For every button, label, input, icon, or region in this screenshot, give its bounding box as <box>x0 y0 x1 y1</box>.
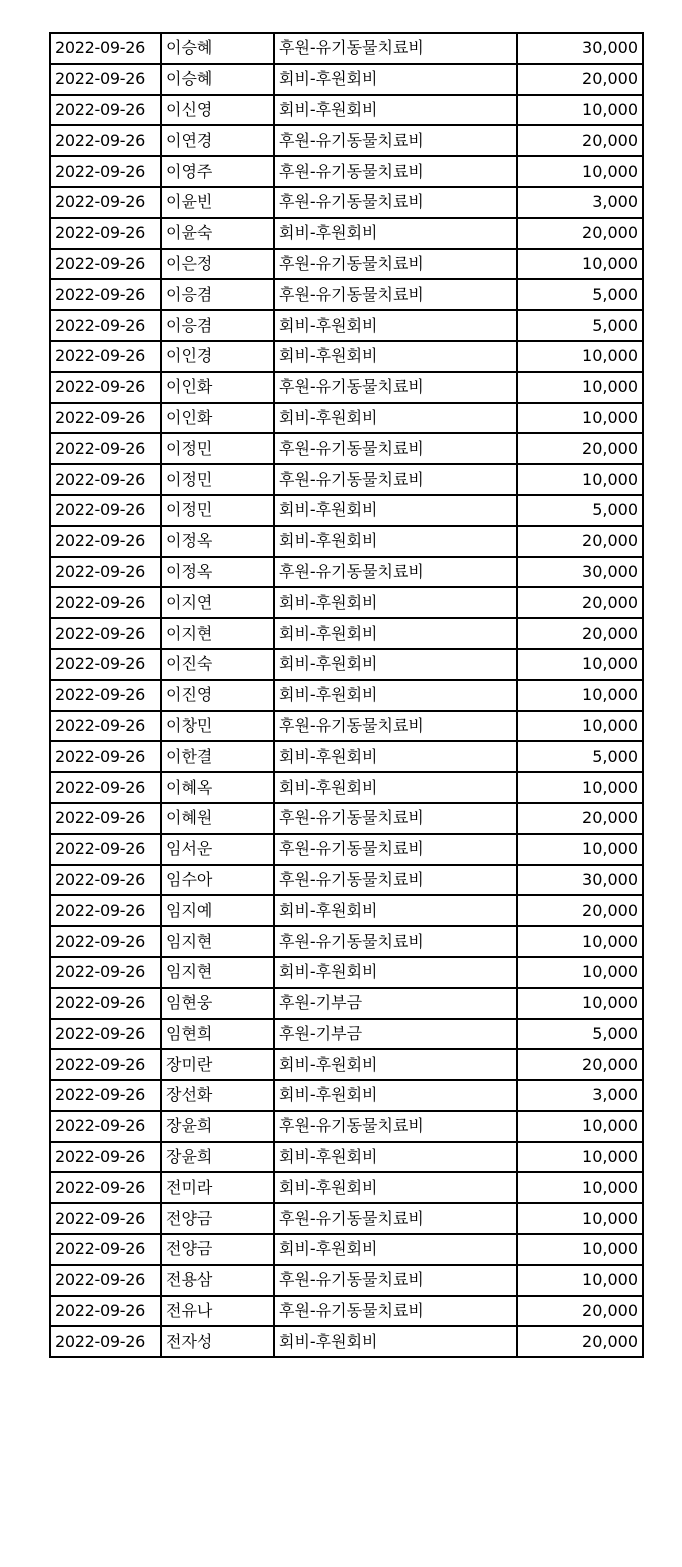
date-cell: 2022-09-26 <box>50 495 161 526</box>
amount-cell: 10,000 <box>517 957 643 988</box>
category-cell: 회비-후원회비 <box>274 587 517 618</box>
amount-cell: 20,000 <box>517 587 643 618</box>
donor-name-cell: 이신영 <box>161 95 274 126</box>
donor-name-cell: 이정민 <box>161 495 274 526</box>
amount-cell: 10,000 <box>517 95 643 126</box>
date-cell: 2022-09-26 <box>50 1234 161 1265</box>
table-row <box>50 1080 643 1111</box>
table-row <box>50 526 643 557</box>
table-row <box>50 372 643 403</box>
category-cell: 회비-후원회비 <box>274 341 517 372</box>
category-cell: 회비-후원회비 <box>274 95 517 126</box>
donor-name-cell: 장윤희 <box>161 1111 274 1142</box>
donor-name-cell: 임서운 <box>161 834 274 865</box>
date-cell: 2022-09-26 <box>50 1296 161 1327</box>
amount-cell: 10,000 <box>517 464 643 495</box>
donor-name-cell: 이지현 <box>161 618 274 649</box>
date-cell: 2022-09-26 <box>50 526 161 557</box>
category-cell: 후원-유기동물치료비 <box>274 1203 517 1234</box>
ledger-body <box>50 33 643 1357</box>
date-cell: 2022-09-26 <box>50 1111 161 1142</box>
date-cell: 2022-09-26 <box>50 1142 161 1173</box>
donor-name-cell: 전용삼 <box>161 1265 274 1296</box>
donor-name-cell: 이승혜 <box>161 33 274 64</box>
table-row <box>50 33 643 64</box>
table-row <box>50 895 643 926</box>
table-row <box>50 741 643 772</box>
date-cell: 2022-09-26 <box>50 1203 161 1234</box>
donor-name-cell: 임지예 <box>161 895 274 926</box>
category-cell: 회비-후원회비 <box>274 64 517 95</box>
donor-name-cell: 임지현 <box>161 957 274 988</box>
amount-cell: 10,000 <box>517 1142 643 1173</box>
date-cell: 2022-09-26 <box>50 95 161 126</box>
date-cell: 2022-09-26 <box>50 187 161 218</box>
category-cell: 후원-기부금 <box>274 1019 517 1050</box>
amount-cell: 20,000 <box>517 218 643 249</box>
amount-cell: 10,000 <box>517 1172 643 1203</box>
date-cell: 2022-09-26 <box>50 926 161 957</box>
table-row <box>50 680 643 711</box>
donor-name-cell: 이혜옥 <box>161 772 274 803</box>
date-cell: 2022-09-26 <box>50 33 161 64</box>
category-cell: 회비-후원회비 <box>274 680 517 711</box>
amount-cell: 10,000 <box>517 249 643 280</box>
donor-name-cell: 전양금 <box>161 1203 274 1234</box>
date-cell: 2022-09-26 <box>50 895 161 926</box>
date-cell: 2022-09-26 <box>50 803 161 834</box>
table-row <box>50 1203 643 1234</box>
table-row <box>50 433 643 464</box>
date-cell: 2022-09-26 <box>50 618 161 649</box>
category-cell: 회비-후원회비 <box>274 526 517 557</box>
donor-name-cell: 이은정 <box>161 249 274 280</box>
table-row <box>50 341 643 372</box>
category-cell: 회비-후원회비 <box>274 618 517 649</box>
donor-name-cell: 이윤빈 <box>161 187 274 218</box>
category-cell: 후원-유기동물치료비 <box>274 125 517 156</box>
donor-name-cell: 이윤숙 <box>161 218 274 249</box>
amount-cell: 10,000 <box>517 680 643 711</box>
table-row <box>50 218 643 249</box>
category-cell: 회비-후원회비 <box>274 1142 517 1173</box>
category-cell: 회비-후원회비 <box>274 1080 517 1111</box>
donor-name-cell: 이지연 <box>161 587 274 618</box>
date-cell: 2022-09-26 <box>50 1019 161 1050</box>
table-row <box>50 125 643 156</box>
amount-cell: 10,000 <box>517 926 643 957</box>
donor-name-cell: 이창민 <box>161 711 274 742</box>
category-cell: 후원-유기동물치료비 <box>274 865 517 896</box>
amount-cell: 10,000 <box>517 1111 643 1142</box>
date-cell: 2022-09-26 <box>50 156 161 187</box>
donor-name-cell: 장선화 <box>161 1080 274 1111</box>
category-cell: 후원-유기동물치료비 <box>274 803 517 834</box>
date-cell: 2022-09-26 <box>50 341 161 372</box>
category-cell: 후원-유기동물치료비 <box>274 156 517 187</box>
donor-name-cell: 이응겸 <box>161 279 274 310</box>
amount-cell: 20,000 <box>517 803 643 834</box>
donor-name-cell: 전양금 <box>161 1234 274 1265</box>
category-cell: 회비-후원회비 <box>274 741 517 772</box>
table-row <box>50 64 643 95</box>
table-row <box>50 988 643 1019</box>
date-cell: 2022-09-26 <box>50 1080 161 1111</box>
table-row <box>50 1142 643 1173</box>
date-cell: 2022-09-26 <box>50 1172 161 1203</box>
amount-cell: 20,000 <box>517 1296 643 1327</box>
category-cell: 회비-후원회비 <box>274 218 517 249</box>
date-cell: 2022-09-26 <box>50 587 161 618</box>
amount-cell: 10,000 <box>517 403 643 434</box>
date-cell: 2022-09-26 <box>50 218 161 249</box>
amount-cell: 30,000 <box>517 865 643 896</box>
table-row <box>50 711 643 742</box>
donor-name-cell: 이승혜 <box>161 64 274 95</box>
donor-name-cell: 이진숙 <box>161 649 274 680</box>
date-cell: 2022-09-26 <box>50 310 161 341</box>
date-cell: 2022-09-26 <box>50 464 161 495</box>
category-cell: 후원-유기동물치료비 <box>274 464 517 495</box>
category-cell: 회비-후원회비 <box>274 772 517 803</box>
table-row <box>50 834 643 865</box>
table-row <box>50 1296 643 1327</box>
donation-ledger-table <box>49 32 644 1358</box>
donor-name-cell: 이정옥 <box>161 557 274 588</box>
category-cell: 후원-유기동물치료비 <box>274 1111 517 1142</box>
amount-cell: 5,000 <box>517 279 643 310</box>
table-row <box>50 649 643 680</box>
table-row <box>50 926 643 957</box>
date-cell: 2022-09-26 <box>50 834 161 865</box>
amount-cell: 5,000 <box>517 741 643 772</box>
amount-cell: 10,000 <box>517 156 643 187</box>
amount-cell: 10,000 <box>517 341 643 372</box>
category-cell: 회비-후원회비 <box>274 895 517 926</box>
date-cell: 2022-09-26 <box>50 865 161 896</box>
category-cell: 회비-후원회비 <box>274 495 517 526</box>
amount-cell: 20,000 <box>517 895 643 926</box>
date-cell: 2022-09-26 <box>50 741 161 772</box>
date-cell: 2022-09-26 <box>50 125 161 156</box>
donor-name-cell: 임수아 <box>161 865 274 896</box>
category-cell: 후원-유기동물치료비 <box>274 33 517 64</box>
category-cell: 후원-유기동물치료비 <box>274 372 517 403</box>
amount-cell: 5,000 <box>517 495 643 526</box>
donor-name-cell: 임지현 <box>161 926 274 957</box>
table-row <box>50 495 643 526</box>
table-row <box>50 618 643 649</box>
donor-name-cell: 전미라 <box>161 1172 274 1203</box>
date-cell: 2022-09-26 <box>50 988 161 1019</box>
category-cell: 회비-후원회비 <box>274 1172 517 1203</box>
amount-cell: 10,000 <box>517 834 643 865</box>
amount-cell: 10,000 <box>517 1203 643 1234</box>
table-row <box>50 1265 643 1296</box>
amount-cell: 20,000 <box>517 1326 643 1357</box>
table-row <box>50 279 643 310</box>
table-row <box>50 249 643 280</box>
date-cell: 2022-09-26 <box>50 1049 161 1080</box>
donor-name-cell: 이한결 <box>161 741 274 772</box>
date-cell: 2022-09-26 <box>50 64 161 95</box>
table-row <box>50 156 643 187</box>
amount-cell: 10,000 <box>517 1234 643 1265</box>
date-cell: 2022-09-26 <box>50 403 161 434</box>
table-row <box>50 587 643 618</box>
category-cell: 회비-후원회비 <box>274 310 517 341</box>
date-cell: 2022-09-26 <box>50 772 161 803</box>
category-cell: 후원-유기동물치료비 <box>274 926 517 957</box>
table-row <box>50 1049 643 1080</box>
date-cell: 2022-09-26 <box>50 557 161 588</box>
category-cell: 후원-유기동물치료비 <box>274 711 517 742</box>
date-cell: 2022-09-26 <box>50 279 161 310</box>
date-cell: 2022-09-26 <box>50 249 161 280</box>
category-cell: 회비-후원회비 <box>274 1234 517 1265</box>
date-cell: 2022-09-26 <box>50 649 161 680</box>
table-row <box>50 1172 643 1203</box>
donor-name-cell: 이정민 <box>161 464 274 495</box>
donor-name-cell: 이정옥 <box>161 526 274 557</box>
donor-name-cell: 전유나 <box>161 1296 274 1327</box>
amount-cell: 5,000 <box>517 1019 643 1050</box>
category-cell: 회비-후원회비 <box>274 403 517 434</box>
donor-name-cell: 이정민 <box>161 433 274 464</box>
category-cell: 회비-후원회비 <box>274 957 517 988</box>
amount-cell: 10,000 <box>517 1265 643 1296</box>
donor-name-cell: 이인경 <box>161 341 274 372</box>
table-row <box>50 464 643 495</box>
amount-cell: 3,000 <box>517 1080 643 1111</box>
table-row <box>50 865 643 896</box>
category-cell: 후원-유기동물치료비 <box>274 834 517 865</box>
category-cell: 후원-유기동물치료비 <box>274 279 517 310</box>
table-row <box>50 803 643 834</box>
donor-name-cell: 임현희 <box>161 1019 274 1050</box>
amount-cell: 20,000 <box>517 526 643 557</box>
amount-cell: 20,000 <box>517 1049 643 1080</box>
category-cell: 회비-후원회비 <box>274 1049 517 1080</box>
table-row <box>50 310 643 341</box>
date-cell: 2022-09-26 <box>50 957 161 988</box>
amount-cell: 20,000 <box>517 64 643 95</box>
table-row <box>50 1234 643 1265</box>
amount-cell: 20,000 <box>517 618 643 649</box>
donor-name-cell: 장윤희 <box>161 1142 274 1173</box>
amount-cell: 5,000 <box>517 310 643 341</box>
date-cell: 2022-09-26 <box>50 433 161 464</box>
donor-name-cell: 이진영 <box>161 680 274 711</box>
category-cell: 후원-유기동물치료비 <box>274 187 517 218</box>
amount-cell: 20,000 <box>517 433 643 464</box>
category-cell: 후원-유기동물치료비 <box>274 1296 517 1327</box>
amount-cell: 3,000 <box>517 187 643 218</box>
date-cell: 2022-09-26 <box>50 372 161 403</box>
table-row <box>50 772 643 803</box>
donor-name-cell: 이연경 <box>161 125 274 156</box>
date-cell: 2022-09-26 <box>50 1265 161 1296</box>
table-row <box>50 95 643 126</box>
donor-name-cell: 이영주 <box>161 156 274 187</box>
table-row <box>50 403 643 434</box>
table-row <box>50 957 643 988</box>
date-cell: 2022-09-26 <box>50 711 161 742</box>
category-cell: 회비-후원회비 <box>274 649 517 680</box>
donor-name-cell: 장미란 <box>161 1049 274 1080</box>
table-row <box>50 1111 643 1142</box>
amount-cell: 30,000 <box>517 33 643 64</box>
donor-name-cell: 임현웅 <box>161 988 274 1019</box>
table-row <box>50 187 643 218</box>
amount-cell: 30,000 <box>517 557 643 588</box>
date-cell: 2022-09-26 <box>50 680 161 711</box>
donor-name-cell: 이인화 <box>161 403 274 434</box>
amount-cell: 10,000 <box>517 649 643 680</box>
table-row <box>50 557 643 588</box>
donor-name-cell: 이인화 <box>161 372 274 403</box>
amount-cell: 20,000 <box>517 125 643 156</box>
category-cell: 후원-유기동물치료비 <box>274 557 517 588</box>
table-row <box>50 1326 643 1357</box>
amount-cell: 10,000 <box>517 988 643 1019</box>
donor-name-cell: 이응겸 <box>161 310 274 341</box>
category-cell: 후원-기부금 <box>274 988 517 1019</box>
category-cell: 후원-유기동물치료비 <box>274 433 517 464</box>
donor-name-cell: 이혜원 <box>161 803 274 834</box>
amount-cell: 10,000 <box>517 772 643 803</box>
amount-cell: 10,000 <box>517 372 643 403</box>
category-cell: 후원-유기동물치료비 <box>274 249 517 280</box>
category-cell: 회비-후원회비 <box>274 1326 517 1357</box>
table-row <box>50 1019 643 1050</box>
donor-name-cell: 전자성 <box>161 1326 274 1357</box>
amount-cell: 10,000 <box>517 711 643 742</box>
category-cell: 후원-유기동물치료비 <box>274 1265 517 1296</box>
date-cell: 2022-09-26 <box>50 1326 161 1357</box>
